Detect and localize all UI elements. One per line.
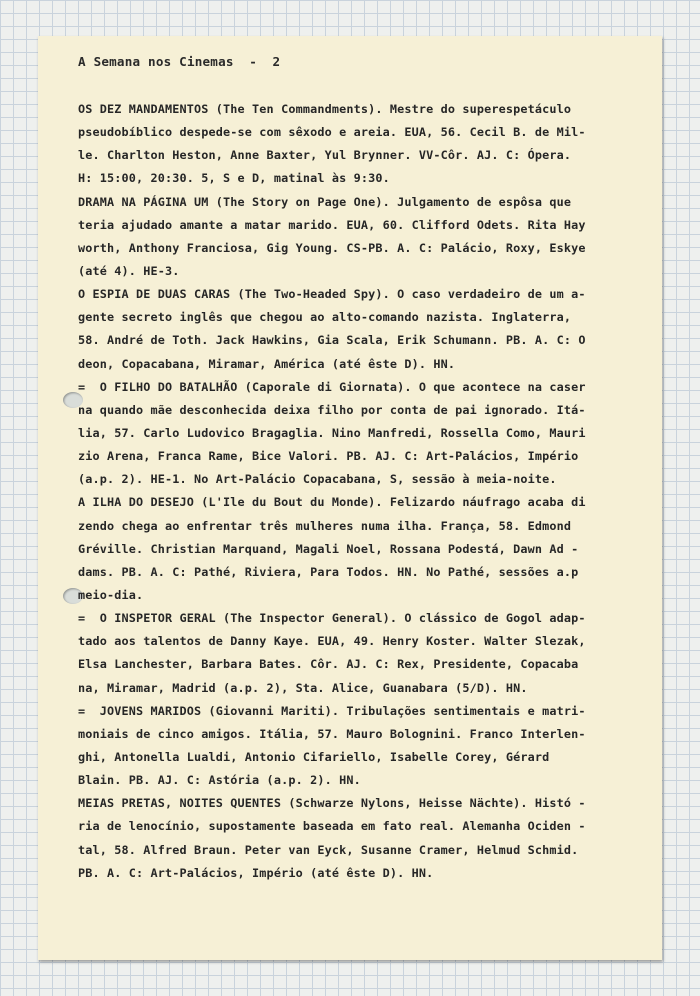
text-line: Blain. PB. AJ. C: Astória (a.p. 2). HN. xyxy=(78,773,361,788)
text-line: (até 4). HE-3. xyxy=(78,263,180,278)
text-line: meio-dia. xyxy=(78,587,144,602)
text-line: A ILHA DO DESEJO (L'Ile du Bout du Monde). Felizardo náufrago acaba di xyxy=(78,495,586,510)
text-line: na quando mãe desconhecida deixa filho por conta de pai ignorado. Itá- xyxy=(78,402,586,417)
text-line: lia, 57. Carlo Ludovico Bragaglia. Nino Manfredi, Rossella Como, Mauri xyxy=(78,425,586,440)
text-line: PB. A. C: Art-Palácios, Império (até êste D). HN. xyxy=(78,865,434,880)
text-line: 58. André de Toth. Jack Hawkins, Gia Scala, Erik Schumann. PB. A. C: O xyxy=(78,333,586,348)
listings-text xyxy=(78,98,658,885)
text-line: tado aos talentos de Danny Kaye. EUA, 49. Henry Koster. Walter Slezak, xyxy=(78,634,586,649)
text-line: OS DEZ MANDAMENTOS (The Ten Commandments). Mestre do superespetáculo xyxy=(78,102,572,116)
text-line: = JOVENS MARIDOS (Giovanni Mariti). Tribulações sentimentais e matri- xyxy=(78,703,586,718)
text-line: Gréville. Christian Marquand, Magali Noel, Rossana Podestá, Dawn Ad - xyxy=(78,541,579,556)
text-line: MEIAS PRETAS, NOITES QUENTES (Schwarze Nylons, Heisse Nächte). Histó - xyxy=(78,796,586,811)
text-line: Elsa Lanchester, Barbara Bates. Côr. AJ. C: Rex, Presidente, Copacaba xyxy=(78,657,579,672)
text-line: ria de lenocínio, supostamente baseada em fato real. Alemanha Ociden - xyxy=(78,819,586,834)
text-line: le. Charlton Heston, Anne Baxter, Yul Brynner. VV-Côr. AJ. C: Ópera. xyxy=(78,148,572,163)
text-line: H: 15:00, 20:30. 5, S e D, matinal às 9:30. xyxy=(78,171,390,186)
text-line: zendo chega ao enfrentar três mulheres numa ilha. França, 58. Edmond xyxy=(78,518,572,533)
text-line: deon, Copacabana, Miramar, América (até êste D). HN. xyxy=(78,356,456,371)
text-line: tal, 58. Alfred Braun. Peter van Eyck, Susanne Cramer, Helmud Schmid. xyxy=(78,842,579,857)
text-line: zio Arena, Franca Rame, Bice Valori. PB. AJ. C: Art-Palácios, Império xyxy=(78,449,579,464)
text-line: = O INSPETOR GERAL (The Inspector General). O clássico de Gogol adap- xyxy=(78,611,586,626)
text-line: O ESPIA DE DUAS CARAS (The Two-Headed Spy). O caso verdadeiro de um a- xyxy=(78,287,586,302)
page-header: A Semana nos Cinemas - 2 xyxy=(78,54,281,69)
text-line: worth, Anthony Franciosa, Gig Young. CS-PB. A. C: Palácio, Roxy, Eskye xyxy=(78,240,586,255)
text-line: = O FILHO DO BATALHÃO (Caporale di Giornata). O que acontece na caser xyxy=(78,379,586,394)
text-line: ghi, Antonella Lualdi, Antonio Cifariello, Isabelle Corey, Gérard xyxy=(78,749,550,764)
text-line: teria ajudado amante a matar marido. EUA, 60. Clifford Odets. Rita Hay xyxy=(78,217,586,232)
text-line: na, Miramar, Madrid (a.p. 2), Sta. Alice, Guanabara (5/D). HN. xyxy=(78,680,528,695)
text-line: pseudobíblico despede-se com sêxodo e areia. EUA, 56. Cecil B. de Mil- xyxy=(78,125,586,140)
text-line: moniais de cinco amigos. Itália, 57. Mauro Bolognini. Franco Interlen- xyxy=(78,726,586,741)
text-line: (a.p. 2). HE-1. No Art-Palácio Copacabana, S, sessão à meia-noite. xyxy=(78,472,557,487)
text-line: dams. PB. A. C: Pathé, Riviera, Para Todos. HN. No Pathé, sessões a.p xyxy=(78,564,579,579)
text-line: gente secreto inglês que chegou ao alto-comando nazista. Inglaterra, xyxy=(78,310,572,325)
text-line: DRAMA NA PÁGINA UM (The Story on Page One). Julgamento de espôsa que xyxy=(78,194,572,209)
